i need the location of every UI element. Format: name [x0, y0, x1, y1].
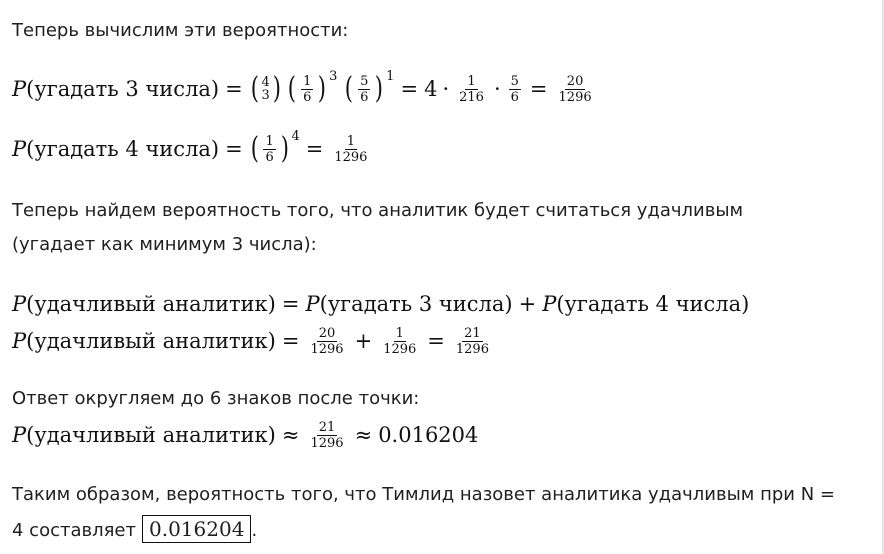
- frac-den: 1296: [310, 435, 344, 451]
- frac-num: 1: [346, 133, 356, 149]
- frac-den: 1296: [455, 341, 489, 357]
- frac-num: 1: [265, 133, 274, 149]
- equation-lucky-value: [12, 320, 494, 362]
- eq1-frac-5-6: [358, 75, 370, 104]
- frac-den: 1296: [310, 341, 344, 357]
- equation-guess-4: P (угадать 4 числа) = ( $\frac{1}{6}$ ) 4 = $\frac{1}{1296}$: [12, 128, 368, 166]
- frac-num: 21: [464, 325, 481, 341]
- eq2-exp-4: 4: [291, 128, 300, 144]
- eq1-result: [557, 75, 594, 104]
- frac-num: 5: [360, 73, 369, 89]
- frac-den: 1296: [558, 89, 592, 105]
- eq5-approx-2: ≈: [354, 423, 373, 447]
- eq3-arg2: (угадать 3 числа): [319, 292, 513, 316]
- frac-den: 216: [459, 89, 484, 105]
- eq2-result: [332, 135, 369, 164]
- frac-den: 6: [303, 89, 312, 105]
- eq3-p2: P: [305, 292, 320, 316]
- frac-den: 6: [510, 89, 519, 105]
- eq4-frac-c: [454, 327, 491, 356]
- frac-den: 6: [360, 89, 369, 105]
- binom-k: 3: [261, 88, 270, 103]
- conclusion-text: [12, 478, 842, 548]
- rounding-text: Ответ округляем до 6 знаков после точки:: [12, 388, 420, 409]
- eq2-equals-2: =: [305, 137, 324, 161]
- eq3-equals: =: [281, 292, 300, 316]
- eq1-dot-1: ·: [442, 77, 450, 101]
- eq1-equals-3: =: [529, 77, 548, 101]
- boxed-answer: 0.016204: [142, 515, 251, 543]
- eq1-dot-2: ·: [493, 77, 501, 101]
- eq1-coef: 4: [424, 77, 438, 101]
- equation-lucky-sum: [12, 288, 749, 320]
- eq2-arg: (угадать 4 числа): [26, 137, 220, 161]
- eq5-value: 0.016204: [378, 423, 479, 447]
- eq1-binomial: [261, 76, 269, 102]
- eq4-plus: +: [354, 329, 373, 353]
- eq1-equals: =: [225, 77, 243, 101]
- frac-num: 20: [566, 73, 584, 89]
- eq4-p: P: [12, 329, 27, 353]
- lucky-definition-text: Теперь найдем вероятность того, что аналитик будет считаться удачливым (угадает как минимум 3 числа):: [12, 200, 744, 255]
- eq1-frac-5-6b: [509, 75, 521, 104]
- eq1-exp-3: 3: [329, 68, 338, 84]
- conclusion-period: .: [251, 520, 258, 541]
- eq2-frac-1-6: [263, 135, 275, 164]
- eq3-arg1: (удачливый аналитик): [26, 292, 276, 316]
- eq4-equals: =: [281, 329, 300, 353]
- eq5-p: P: [12, 423, 27, 447]
- eq1-p: P: [12, 77, 27, 101]
- eq3-plus: +: [518, 292, 537, 316]
- eq4-arg: (удачливый аналитик): [26, 329, 276, 353]
- eq2-equals: =: [225, 137, 243, 161]
- frac-num: 1: [303, 73, 312, 89]
- eq2-p: P: [12, 137, 27, 161]
- eq3-arg3: (угадать 4 числа): [556, 292, 750, 316]
- eq5-arg: (удачливый аналитик): [26, 423, 276, 447]
- frac-num: 21: [318, 419, 336, 435]
- eq1-arg: (угадать 3 числа): [26, 77, 220, 101]
- eq1-frac-1-6: [301, 75, 313, 104]
- eq3-p1: P: [12, 292, 27, 316]
- eq1-exp-1: 1: [386, 68, 395, 84]
- frac-num: 20: [318, 325, 336, 341]
- eq4-frac-b: [381, 327, 418, 356]
- binom-n: 4: [261, 75, 270, 90]
- eq5-frac: [308, 421, 345, 450]
- eq1-equals-2: =: [400, 77, 419, 101]
- eq3-p3: P: [542, 292, 557, 316]
- intro-text: Теперь вычислим эти вероятности:: [12, 20, 349, 41]
- conclusion-sentence: Таким образом, вероятность того, что Тимлид назовет аналитика удачливым при N = 4 составляет: [12, 484, 835, 541]
- frac-den: 6: [265, 149, 274, 165]
- equation-approx: [12, 414, 478, 456]
- frac-den: 1296: [383, 341, 417, 357]
- eq4-equals-2: =: [427, 329, 445, 353]
- frac-num: 1: [395, 325, 404, 341]
- eq5-approx: ≈: [281, 423, 300, 447]
- frac-den: 1296: [334, 149, 368, 165]
- frac-num: 1: [467, 73, 476, 89]
- equation-guess-3: P (угадать 3 числа) = ( 4 3 ) ( $\frac{1}{6}$ ) 3 ( $\frac{5}{6}$ ) 1 = 4 · $\frac{1}{216}$ · $\frac{5}{6}$ = $\frac{20}{1296}$: [12, 68, 592, 106]
- frac-num: 5: [510, 73, 519, 89]
- eq1-frac-1-216: [457, 75, 486, 104]
- eq4-frac-a: [308, 327, 345, 356]
